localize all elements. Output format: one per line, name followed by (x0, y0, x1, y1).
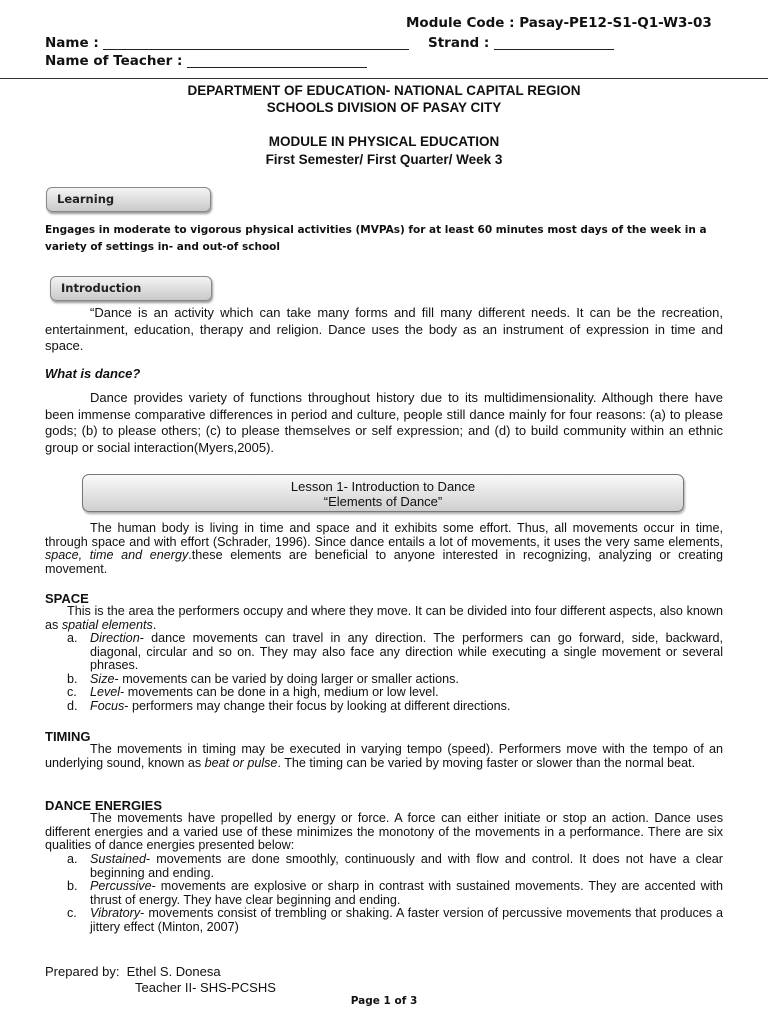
timing-paragraph (45, 743, 723, 770)
list-term: Focus (90, 698, 125, 713)
strand-label: Strand : (428, 35, 490, 51)
list-text: - movements consist of trembling or shaking. A faster version of percussive movements that produces a jittery effect (Minton, 2007) (90, 906, 723, 934)
space-heading: SPACE (45, 591, 89, 606)
timing-heading: TIMING (45, 729, 91, 744)
intro-paragraph: “Dance is an activity which can take many forms and fill many different needs. It can be the recreation, entertainment, education, therapy and religion. Dance uses the body as an instrument of expression in time and space. (45, 305, 723, 353)
name-blank (103, 36, 409, 50)
list-label: a. (67, 852, 78, 866)
learning-competency: Engages in moderate to vigorous physical activities (MVPAs) for at least 60 minutes most days of the week in a variety of settings in- and out-of school (45, 224, 707, 253)
learning-tab: Learning (46, 187, 211, 212)
list-item (45, 686, 723, 700)
strand-blank (494, 36, 614, 50)
timing-italic: beat or pulse (204, 755, 278, 770)
lesson-title: Lesson 1- Introduction to Dance (290, 479, 476, 494)
list-item (45, 632, 723, 673)
list-item (45, 880, 723, 907)
list-text: - performers may change their focus by looking at different directions. (124, 698, 511, 713)
list-term: Sustained (90, 852, 147, 866)
energies-intro: The movements have propelled by energy or force. A force can either initiate or stop an action. Dance uses different energies and a varied use of these minimizes the monotony of the movements in a performance. There are six qualities of dance energies presented below: (45, 811, 723, 853)
list-text: - movements are explosive or sharp in contrast with sustained movements. They are accented with thrust of energy. They have clear beginning and ending. (90, 879, 723, 907)
module-code: Module Code : Pasay-PE12-S1-Q1-W3-03 (406, 15, 712, 31)
name-label: Name : (45, 35, 99, 51)
what-is-dance-question: What is dance? (45, 366, 141, 381)
list-label: b. (67, 879, 78, 894)
list-term: Level (90, 685, 121, 700)
prepared-by: Prepared by: Ethel S. Donesa (45, 964, 221, 979)
list-label: a. (67, 631, 78, 645)
list-text: - movements can be varied by doing larger or smaller actions. (114, 671, 459, 686)
list-term: Direction (90, 631, 140, 645)
page-number: Page 1 of 3 (350, 995, 418, 1007)
list-term: Percussive (90, 879, 152, 894)
module-title: MODULE IN PHYSICAL EDUCATION (268, 134, 500, 149)
list-text: - movements can be done in a high, medium or low level. (120, 685, 439, 700)
preparer-position: Teacher II- SHS-PCSHS (135, 980, 276, 995)
list-label: c. (67, 906, 77, 921)
energies-list (45, 853, 723, 935)
lesson-banner (82, 474, 684, 512)
elements-intro-paragraph (45, 522, 723, 576)
list-item (45, 853, 723, 880)
elements-intro-text: The human body is living in time and space and it exhibits some effort. Thus, all movements occur in time, through space and with effort (Schrader, 1996). Since dance entails a lot of movements, it uses the very same elements, (45, 521, 723, 549)
name-field (45, 35, 409, 51)
division-title: SCHOOLS DIVISION OF PASAY CITY (266, 100, 502, 115)
list-label: c. (67, 685, 77, 700)
space-list (45, 632, 723, 714)
list-item (45, 673, 723, 687)
timing-text-end: . The timing can be varied by moving faster or slower than the normal beat. (277, 755, 696, 770)
space-intro-text: This is the area the performers occupy and where they move. It can be divided into four different aspects, also known as (45, 604, 723, 632)
list-term: Size (90, 671, 115, 686)
elements-intro-text-end: .these elements are beneficial to anyone interested in recognizing, analyzing or creating movement. (45, 548, 723, 576)
dance-functions-paragraph: Dance provides variety of functions throughout history due to its multidimensionality. Although there have been immense comparative differences in period and culture, people still dance mainly for four reasons: (a) to please gods; (b) to please others; (c) to please themselves or self expression; and (d) to build community within an ethnic group or social interaction(Myers,2005). (45, 390, 723, 455)
list-term: Vibratory (90, 906, 141, 921)
energies-heading: DANCE ENERGIES (45, 798, 163, 813)
teacher-field (45, 53, 367, 69)
list-text: - movements are done smoothly, continuously and with flow and control. It does not have a clear beginning and ending. (90, 852, 723, 880)
lesson-subtitle: “Elements of Dance” (323, 494, 443, 509)
dept-title: DEPARTMENT OF EDUCATION- NATIONAL CAPITAL REGION (187, 83, 581, 98)
teacher-blank (187, 54, 367, 68)
strand-field (428, 35, 614, 51)
list-text: - dance movements can travel in any direction. The performers can go forward, side, backward, diagonal, circular and so on. They may also face any direction while executing a single movement or several phrases. (90, 631, 723, 673)
space-intro (45, 605, 723, 632)
list-item (45, 700, 723, 714)
list-item (45, 907, 723, 934)
introduction-tab: Introduction (50, 276, 212, 301)
semester-title: First Semester/ First Quarter/ Week 3 (265, 152, 503, 167)
header-divider (0, 78, 768, 79)
elements-intro-italic: space, time and energy (45, 548, 189, 563)
teacher-label: Name of Teacher : (45, 53, 183, 69)
timing-text: The movements in timing may be executed in varying tempo (speed). Performers move with the tempo of an underlying sound, known as (45, 742, 723, 770)
space-intro-end: . (152, 617, 157, 632)
list-label: d. (67, 698, 78, 713)
space-intro-italic: spatial elements (61, 617, 153, 632)
list-label: b. (67, 671, 78, 686)
